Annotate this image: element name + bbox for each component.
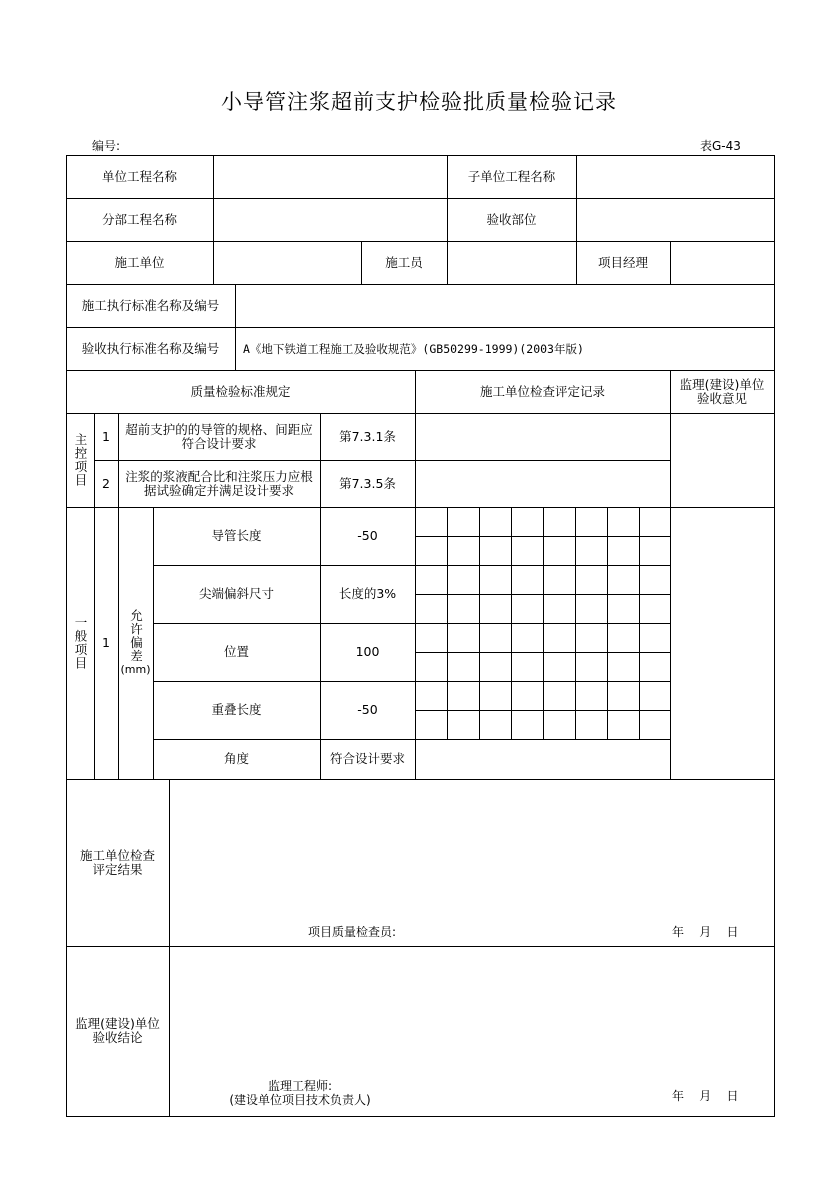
conclusion-field[interactable] bbox=[170, 947, 774, 1116]
tolerance-label: 允许偏差 bbox=[128, 609, 144, 663]
main-item-no: 1 bbox=[102, 428, 110, 444]
engineer-label: 监理工程师: (建设单位项目技术负责人) bbox=[229, 1079, 371, 1107]
tolerance-label-cell bbox=[118, 507, 153, 779]
main-item-desc: 超前支护的的导管的规格、间距应 符合设计要求 bbox=[125, 421, 313, 451]
division-project-label: 分部工程名称 bbox=[101, 211, 177, 227]
exec-standard-field[interactable] bbox=[235, 284, 774, 327]
project-manager-label: 项目经理 bbox=[597, 254, 648, 270]
tolerance-item-name: 角度 bbox=[223, 751, 249, 766]
inspector-label: 项目质量检查员: bbox=[308, 925, 397, 939]
construction-unit-label: 施工单位 bbox=[114, 254, 165, 270]
main-item-no: 2 bbox=[102, 475, 110, 491]
project-manager-field[interactable] bbox=[670, 241, 774, 284]
general-item-no: 1 bbox=[102, 635, 110, 650]
conclusion-label: 监理(建设)单位 验收结论 bbox=[75, 1016, 160, 1045]
construction-unit-field[interactable] bbox=[213, 241, 361, 284]
supervisor-opinion-header: 监理(建设)单位 验收意见 bbox=[679, 376, 765, 406]
main-item-clause: 第7.3.5条 bbox=[339, 475, 396, 491]
unit-project-field[interactable] bbox=[213, 155, 447, 198]
result-date: 年 月 日 bbox=[672, 925, 739, 939]
acceptance-standard-value: A《地下铁道工程施工及验收规范》(GB50299-1999)(2003年版) bbox=[243, 341, 584, 356]
page-title: 小导管注浆超前支护检验批质量检验记录 bbox=[221, 90, 617, 114]
unit-project-label: 单位工程名称 bbox=[101, 168, 177, 184]
tolerance-item-name: 导管长度 bbox=[211, 528, 262, 543]
general-items-label: 一般项目 bbox=[73, 616, 88, 670]
quality-standard-header: 质量检验标准规定 bbox=[190, 383, 291, 399]
number-label: 编号: bbox=[92, 139, 121, 153]
main-items-opinion-field[interactable] bbox=[670, 413, 774, 507]
constructor-field[interactable] bbox=[447, 241, 576, 284]
conclusion-date: 年 月 日 bbox=[672, 1089, 739, 1103]
angle-record-field[interactable] bbox=[415, 739, 670, 779]
measurement-grid[interactable] bbox=[415, 507, 670, 739]
sub-unit-project-label: 子单位工程名称 bbox=[467, 168, 556, 184]
constructor-label: 施工员 bbox=[385, 254, 423, 270]
tolerance-item-value: 长度的3% bbox=[338, 586, 397, 601]
tolerance-item-value: -50 bbox=[357, 702, 378, 717]
main-item-record-field[interactable] bbox=[415, 413, 670, 460]
tolerance-unit: (mm) bbox=[120, 663, 151, 676]
main-item-desc: 注浆的浆液配合比和注浆压力应根 据试验确定并满足设计要求 bbox=[125, 468, 313, 498]
tolerance-item-name: 位置 bbox=[223, 644, 249, 659]
division-project-field[interactable] bbox=[213, 198, 447, 241]
main-items-label: 主控项目 bbox=[73, 433, 88, 487]
general-items-opinion-field[interactable] bbox=[670, 507, 774, 779]
tolerance-item-value: 100 bbox=[355, 644, 380, 659]
acceptance-standard-label: 验收执行标准名称及编号 bbox=[81, 340, 220, 356]
acceptance-part-field[interactable] bbox=[576, 198, 774, 241]
tolerance-item-value: 符合设计要求 bbox=[329, 751, 405, 766]
acceptance-part-label: 验收部位 bbox=[486, 211, 537, 227]
check-record-header: 施工单位检查评定记录 bbox=[479, 383, 605, 399]
tolerance-item-value: -50 bbox=[357, 528, 378, 543]
exec-standard-label: 施工执行标准名称及编号 bbox=[81, 297, 220, 313]
main-item-clause: 第7.3.1条 bbox=[339, 428, 396, 444]
tolerance-item-name: 尖端偏斜尺寸 bbox=[198, 586, 274, 601]
form-code: 表G-43 bbox=[700, 139, 741, 153]
result-field[interactable] bbox=[170, 780, 774, 946]
sub-unit-project-field[interactable] bbox=[576, 155, 774, 198]
main-item-record-field[interactable] bbox=[415, 460, 670, 507]
result-label: 施工单位检查 评定结果 bbox=[79, 847, 155, 877]
tolerance-item-name: 重叠长度 bbox=[211, 702, 262, 717]
